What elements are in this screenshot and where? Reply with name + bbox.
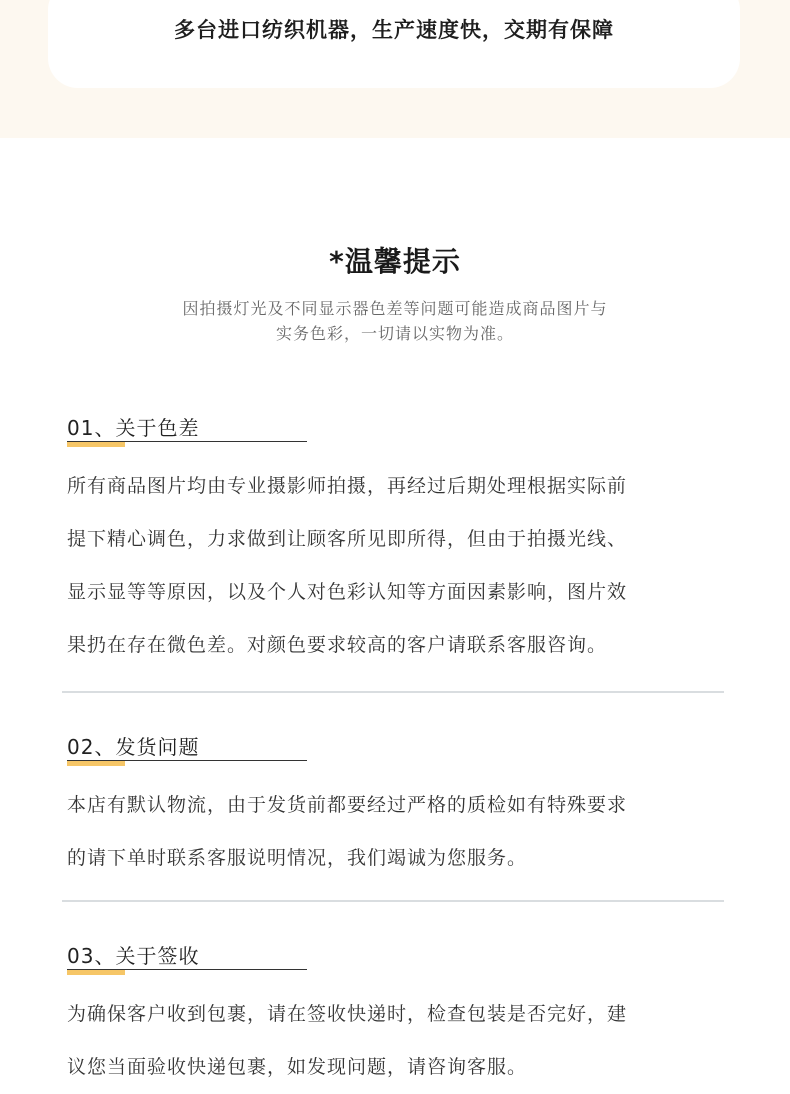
section-color-difference xyxy=(67,408,727,672)
tips-title: *温馨提示 xyxy=(329,245,461,278)
body-line: 所有商品图片均由专业摄影师拍摄，再经过后期处理根据实际前 xyxy=(67,475,628,497)
body-line: 果扔在存在微色差。对颜色要求较高的客户请联系客服咨询。 xyxy=(67,634,608,656)
feature-card xyxy=(48,0,740,88)
body-line: 显示显等等原因，以及个人对色彩认知等方面因素影响，图片效 xyxy=(67,581,628,603)
section-divider xyxy=(62,900,724,902)
section-heading-text: 01、关于色差 xyxy=(67,416,200,440)
section-heading-text: 02、发货问题 xyxy=(67,735,200,759)
tips-subtitle-line: 因拍摄灯光及不同显示器色差等问题可能造成商品图片与 xyxy=(182,299,608,318)
body-line: 议您当面验收快递包裹，如发现问题，请咨询客服。 xyxy=(67,1056,528,1078)
heading-accent-bar xyxy=(67,761,125,766)
section-body xyxy=(67,460,723,672)
tips-subtitle xyxy=(0,296,790,346)
section-receipt xyxy=(67,936,727,1094)
section-body xyxy=(67,988,723,1094)
body-line: 提下精心调色，力求做到让顾客所见即所得，但由于拍摄光线、 xyxy=(67,528,628,550)
tips-subtitle-line: 实务色彩，一切请以实物为准。 xyxy=(275,324,514,343)
heading-accent-bar xyxy=(67,442,125,447)
body-line: 为确保客户收到包裹，请在签收快递时，检查包装是否完好，建 xyxy=(67,1003,628,1025)
section-heading xyxy=(67,727,727,767)
section-heading xyxy=(67,408,727,448)
body-line: 本店有默认物流，由于发货前都要经过严格的质检如有特殊要求 xyxy=(67,794,628,816)
section-shipping xyxy=(67,727,727,885)
section-divider xyxy=(62,691,724,693)
feature-text: 多台进口纺织机器，生产速度快，交期有保障 xyxy=(174,18,614,42)
section-heading xyxy=(67,936,727,976)
section-body xyxy=(67,779,723,885)
heading-accent-bar xyxy=(67,970,125,975)
body-line: 的请下单时联系客服说明情况，我们竭诚为您服务。 xyxy=(67,847,528,869)
section-heading-text: 03、关于签收 xyxy=(67,944,200,968)
top-band xyxy=(0,0,790,138)
